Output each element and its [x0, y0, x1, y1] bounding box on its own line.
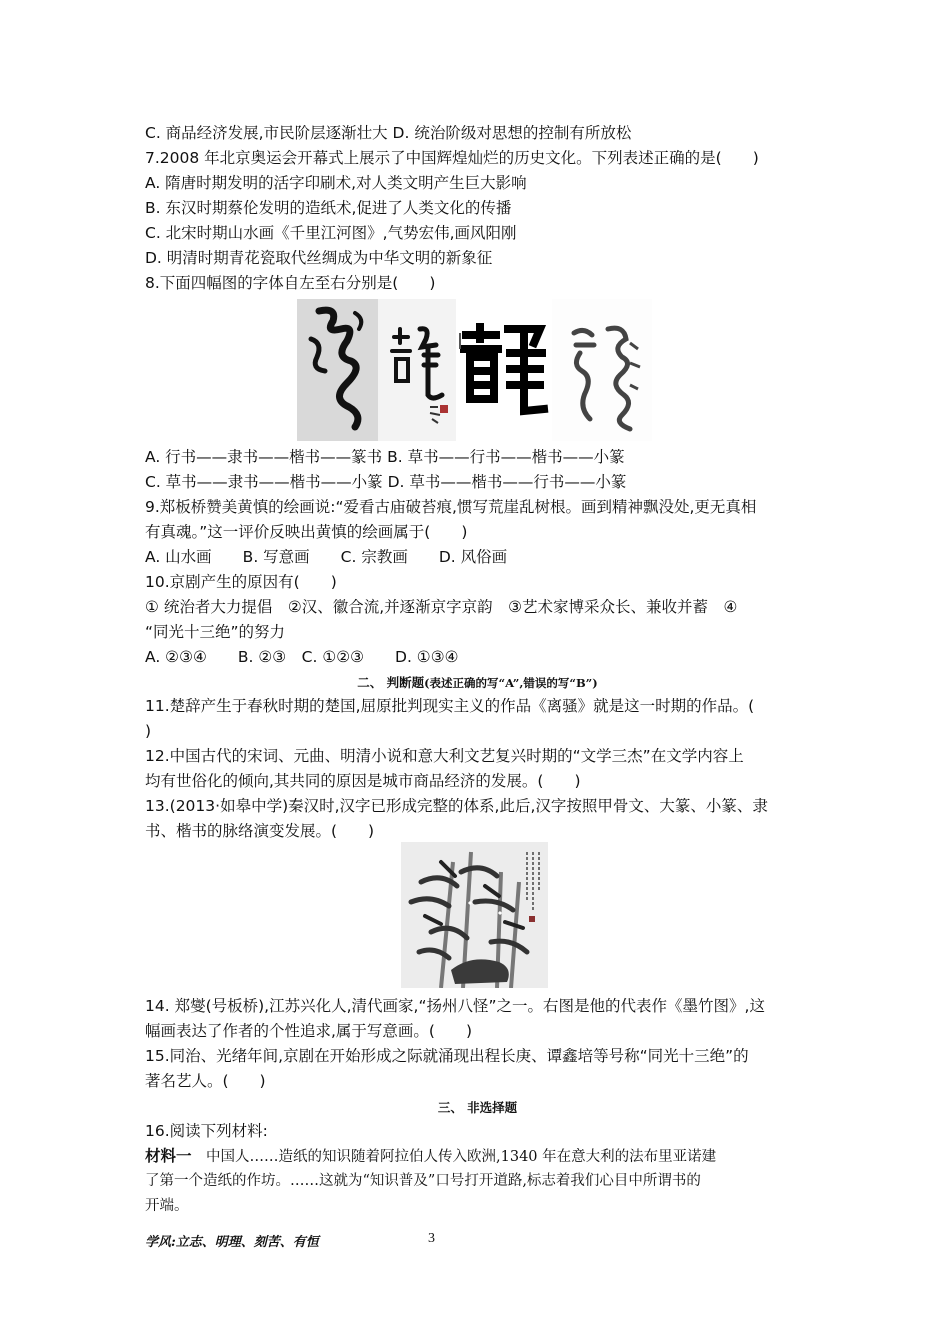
ink-bamboo-painting-image: [401, 842, 548, 988]
calligraphy-figure: [297, 299, 652, 441]
q9-stem-line2: 有真魂。”这一评价反映出黄慎的绘画属于( ): [145, 523, 468, 541]
q11-line1: 11.楚辞产生于春秋时期的楚国,屈原批判现实主义的作品《离骚》就是这一时期的作品。(: [145, 697, 755, 715]
material-one-line2: 了第一个造纸的作坊。……这就为“知识普及”口号打开道路,标志着我们心目中所谓书的: [145, 1173, 701, 1189]
q7-stem: 7.2008 年北京奥运会开幕式上展示了中国辉煌灿烂的历史文化。下列表述正确的是( ): [145, 149, 759, 167]
page-number: 3: [428, 1231, 435, 1246]
q14-line1: 14. 郑燮(号板桥),江苏兴化人,清代画家,“扬州八怪”之一。右图是他的代表作《墨竹图》,这: [145, 997, 765, 1015]
section-two-title: 二、 判断题: [357, 675, 425, 690]
q13-line2: 书、楷书的脉络演变发展。( ): [145, 822, 375, 840]
q7-option-c: C. 北宋时期山水画《千里江河图》,气势宏伟,画风阳刚: [145, 224, 517, 242]
q10-stem: 10.京剧产生的原因有( ): [145, 573, 337, 591]
q9-stem-line1: 9.郑板桥赞美黄慎的绘画说:“爱看古庙破苔痕,惯写荒崖乱树根。画到精神飘没处,更无真相: [145, 498, 757, 516]
footer-motto: 学风:立志、明理、刻苦、有恒: [145, 1235, 319, 1250]
q13-line1: 13.(2013·如皋中学)秦汉时,汉字已形成完整的体系,此后,汉字按照甲骨文、大篆、小篆、隶: [145, 797, 768, 815]
section-two-note: (表述正确的写“A”,错误的写“B”): [424, 676, 598, 690]
section-three-title: 三、 非选择题: [437, 1100, 518, 1115]
q14-line2: 幅画表达了作者的个性追求,属于写意画。( ): [145, 1022, 473, 1040]
q15-line1: 15.同治、光绪年间,京剧在开始形成之际就涌现出程长庚、谭鑫培等号称“同光十三绝”的: [145, 1047, 749, 1065]
q11-line2: ): [145, 722, 152, 740]
q9-options: A. 山水画 B. 写意画 C. 宗教画 D. 风俗画: [145, 548, 508, 566]
q10-items-line1: ① 统治者大力提倡 ②汉、徽合流,并逐渐京字京韵 ③艺术家博采众长、兼收并蓄 ④: [145, 598, 738, 616]
regular-dragon-image: [456, 299, 552, 441]
q12-line1: 12.中国古代的宋词、元曲、明清小说和意大利文艺复兴时期的“文学三杰”在文学内容上: [145, 747, 744, 765]
seal-dragon-image: [552, 299, 652, 441]
material-one-text1: 中国人……造纸的知识随着阿拉伯人传入欧洲,1340 年在意大利的法布里亚诺建: [191, 1149, 717, 1165]
q16-stem: 16.阅读下列材料:: [145, 1122, 268, 1140]
q7-option-a: A. 隋唐时期发明的活字印刷术,对人类文明产生巨大影响: [145, 174, 527, 192]
q6-option-c-d: C. 商品经济发展,市民阶层逐渐壮大 D. 统治阶级对思想的控制有所放松: [145, 124, 632, 142]
q10-items-line2: “同光十三绝”的努力: [145, 623, 286, 641]
q10-options: A. ②③④ B. ②③ C. ①②③ D. ①③④: [145, 648, 459, 666]
q15-line2: 著名艺人。( ): [145, 1072, 266, 1090]
q8-stem: 8.下面四幅图的字体自左至右分别是( ): [145, 274, 436, 292]
q7-option-d: D. 明清时期青花瓷取代丝绸成为中华文明的新象征: [145, 249, 493, 267]
material-one-label: 材料一: [145, 1147, 192, 1165]
material-one-line1: [145, 1144, 810, 1170]
q8-option-a-b: A. 行书——隶书——楷书——篆书 B. 草书——行书——楷书——小篆: [145, 448, 625, 466]
cursive-dragon-image: [297, 299, 378, 441]
q7-option-b: B. 东汉时期蔡伦发明的造纸术,促进了人类文化的传播: [145, 199, 512, 217]
q8-option-c-d: C. 草书——隶书——楷书——小篆 D. 草书——楷书——行书——小篆: [145, 473, 627, 491]
section-two-heading: [145, 673, 810, 691]
material-one-line3: 开端。: [145, 1198, 189, 1214]
q12-line2: 均有世俗化的倾向,其共同的原因是城市商品经济的发展。( ): [145, 772, 581, 790]
running-dragon-image: [378, 299, 456, 441]
